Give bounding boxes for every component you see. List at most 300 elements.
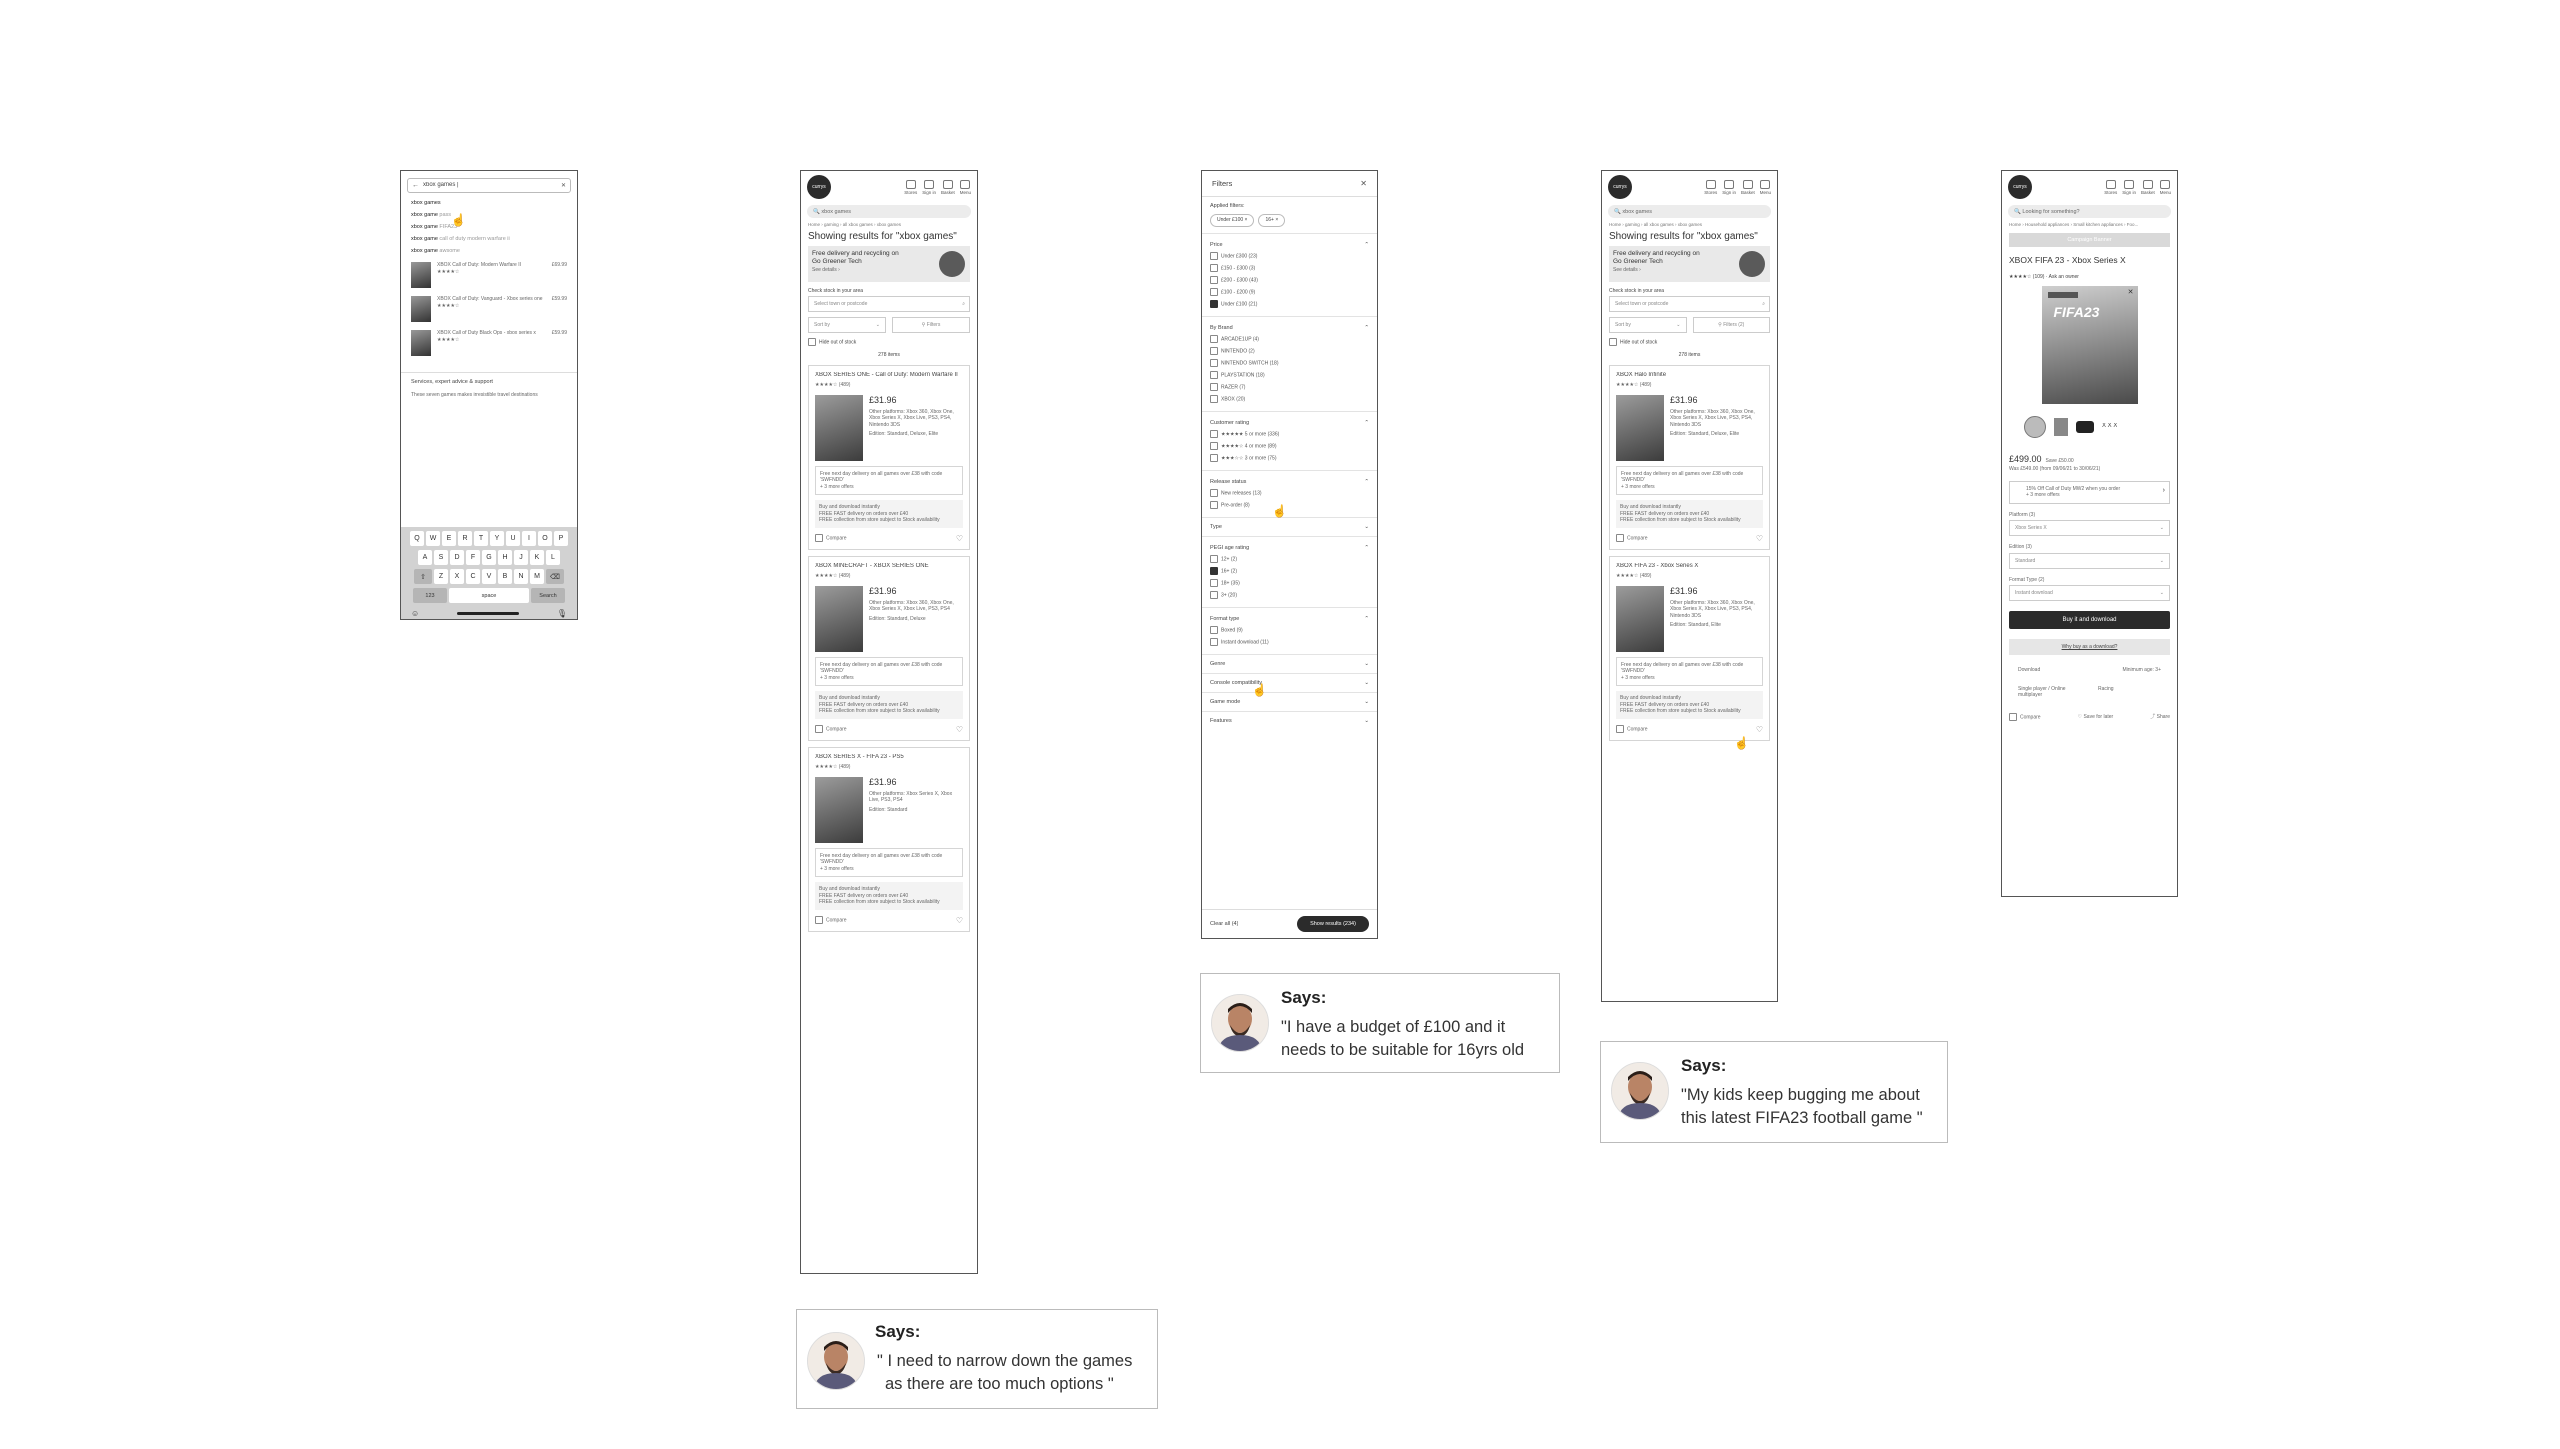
filter-option[interactable] xyxy=(1210,252,1369,260)
checkbox[interactable] xyxy=(815,534,823,542)
filter-section-header[interactable] xyxy=(1210,680,1369,686)
filter-section-header[interactable] xyxy=(1210,616,1369,622)
fulfilment-box xyxy=(1616,691,1763,719)
key[interactable]: F xyxy=(466,550,480,565)
buy-download-text: Buy and download instantly xyxy=(819,504,880,510)
filter-option[interactable] xyxy=(1210,288,1369,296)
fulfilment-box xyxy=(815,500,963,528)
filter-option[interactable] xyxy=(1210,454,1369,462)
product-platforms: Other platforms: Xbox 360, Xbox One, Xbox Series X, Xbox Live, PS3, PS4, Nintendo 3DS xyxy=(1670,408,1755,428)
nav-label: Sign in xyxy=(922,189,936,195)
filter-option-label: Instant download (11) xyxy=(1221,638,1269,645)
checkbox[interactable] xyxy=(1609,338,1617,346)
checkbox[interactable] xyxy=(1210,264,1218,272)
video-thumbnail-icon[interactable] xyxy=(2076,421,2094,433)
more-offers-link[interactable]: + 3 more offers xyxy=(820,674,854,681)
microphone-icon[interactable]: 🎙 xyxy=(556,609,567,618)
hide-out-of-stock[interactable] xyxy=(808,338,970,346)
filter-section-title: Type xyxy=(1210,523,1222,530)
currys-logo[interactable]: currys xyxy=(1608,175,1632,199)
filter-section xyxy=(1202,607,1377,654)
filters-label: Filters (2) xyxy=(1723,322,1745,329)
nav-sign-in[interactable] xyxy=(922,180,936,195)
filter-option-label: £150 - £300 (3) xyxy=(1221,264,1256,271)
filter-option-label: XBOX (20) xyxy=(1221,395,1246,402)
compare-label: Compare xyxy=(826,917,847,924)
search-input[interactable]: 🔍 xbox games xyxy=(1608,205,1771,218)
quote-line-2: this latest FIFA23 football game " xyxy=(1681,1109,1923,1127)
checkbox[interactable] xyxy=(808,338,816,346)
checkbox[interactable] xyxy=(1616,725,1624,733)
edition-select[interactable] xyxy=(2009,553,2170,569)
compare-label: Compare xyxy=(826,535,847,542)
product-name: XBOX Call of Duty Black Ops - xbox series x xyxy=(437,330,536,337)
delivery-offer: Free next day delivery on all games over £38 with code 'SWFNDD' xyxy=(820,852,943,865)
filter-section xyxy=(1202,411,1377,470)
sort-select[interactable] xyxy=(1609,317,1687,333)
filter-option[interactable] xyxy=(1210,359,1369,367)
delivery-offer: Free next day delivery on all games over £38 with code 'SWFNDD' xyxy=(1621,470,1744,483)
compare-checkbox[interactable] xyxy=(815,916,847,924)
compare-checkbox[interactable] xyxy=(815,534,847,542)
checkbox[interactable] xyxy=(2009,713,2017,721)
chevron-down-icon: ⌄ xyxy=(1364,660,1369,667)
product-stars: ★★★★☆ xyxy=(437,302,460,309)
checkbox[interactable] xyxy=(1210,383,1218,391)
heart-icon[interactable]: ♡ xyxy=(1755,533,1763,543)
filter-section-header[interactable] xyxy=(1210,545,1369,551)
fulfilment-box xyxy=(815,882,963,910)
key[interactable]: K xyxy=(530,550,544,565)
key[interactable]: M xyxy=(530,569,544,584)
filter-section-title: By Brand xyxy=(1210,324,1233,331)
filter-option-label: 18+ (35) xyxy=(1221,579,1240,586)
free-fast-delivery: FREE FAST delivery on orders over £40 xyxy=(819,892,909,899)
checkbox[interactable] xyxy=(1210,430,1218,438)
buy-download-text: Buy and download instantly xyxy=(1620,504,1681,510)
suggestion-item[interactable] xyxy=(411,212,567,219)
buy-download-button[interactable]: Buy it and download xyxy=(2009,611,2170,629)
product-title: XBOX FIFA 23 - Xbox Series X xyxy=(2009,255,2126,265)
filter-section-header[interactable] xyxy=(1210,420,1369,426)
backspace-key-icon[interactable]: ⌫ xyxy=(546,569,564,584)
thumbnail[interactable] xyxy=(2024,416,2046,438)
store-icon xyxy=(906,180,916,189)
spec-genre: Racing xyxy=(2098,685,2114,692)
filter-option-label: NINTENDO (2) xyxy=(1221,347,1255,354)
filter-option[interactable] xyxy=(1210,430,1369,438)
checkbox[interactable] xyxy=(1210,276,1218,284)
sort-label: Sort by xyxy=(1615,322,1631,329)
chevron-down-icon: ⌄ xyxy=(1364,717,1369,724)
format-select[interactable] xyxy=(2009,585,2170,601)
breadcrumb[interactable]: Home › gaming › all xbox games › xbox games xyxy=(1609,222,1703,227)
product-price: £31.96 xyxy=(869,776,897,787)
key-space[interactable]: space xyxy=(449,588,529,603)
platform-label: Platform (3) xyxy=(2009,511,2036,518)
key[interactable]: S xyxy=(434,550,448,565)
currys-logo[interactable]: currys xyxy=(2008,175,2032,199)
checkbox[interactable] xyxy=(1210,252,1218,260)
filter-option[interactable] xyxy=(1210,626,1369,634)
applied-tag-price[interactable]: Under £100 × xyxy=(1210,214,1254,226)
filter-section-title: Game mode xyxy=(1210,698,1241,705)
suggestion-bold: xbox game xyxy=(411,247,438,254)
filter-option[interactable] xyxy=(1210,501,1369,509)
spec-age: Minimum age: 3+ xyxy=(2122,667,2161,674)
heart-icon[interactable]: ♡ xyxy=(1755,724,1763,734)
search-input[interactable] xyxy=(407,178,571,193)
compare-checkbox[interactable] xyxy=(1616,534,1648,542)
platform-select[interactable] xyxy=(2009,520,2170,536)
checkbox[interactable] xyxy=(1210,591,1218,599)
more-thumbnails[interactable]: X X X xyxy=(2102,423,2118,430)
product-price: £31.96 xyxy=(1670,585,1698,596)
product-card[interactable] xyxy=(808,556,970,741)
clear-all-link[interactable]: Clear all (4) xyxy=(1210,920,1239,927)
search-input[interactable]: 🔍 Looking for something? xyxy=(2008,205,2171,218)
emoji-icon[interactable]: ☺ xyxy=(411,609,420,618)
menu-icon xyxy=(960,180,970,189)
key-123[interactable]: 123 xyxy=(413,588,447,603)
filter-option-label: ARCADE1UP (4) xyxy=(1221,335,1259,342)
filter-option-label: Pre-order (8) xyxy=(1221,501,1250,508)
suggestion-item[interactable] xyxy=(411,200,567,207)
eco-badge-icon xyxy=(1739,251,1765,277)
product-price: £31.96 xyxy=(869,394,897,405)
filter-section-header[interactable] xyxy=(1210,524,1369,530)
close-icon[interactable]: ✕ xyxy=(2127,288,2134,296)
checkbox[interactable] xyxy=(1210,395,1218,403)
product-title[interactable]: XBOX SERIES X - FIFA 23 - PS5 xyxy=(815,753,904,760)
free-fast-delivery: FREE FAST delivery on orders over £40 xyxy=(1620,510,1710,517)
filter-section-header[interactable] xyxy=(1210,479,1369,485)
price: £499.00 xyxy=(2009,453,2042,464)
show-results-button[interactable]: Show results (234) xyxy=(1297,916,1369,932)
product-title[interactable]: XBOX FIFA 23 - Xbox Series X xyxy=(1616,562,1699,569)
hide-out-of-stock[interactable] xyxy=(1609,338,1770,346)
pointer-cursor-icon: ☝ xyxy=(1272,504,1287,518)
clear-icon[interactable]: ✕ xyxy=(560,183,566,189)
product-title[interactable]: XBOX MINECRAFT - XBOX SERIES ONE xyxy=(815,562,929,569)
filter-option-label: ★★★☆☆ 3 or more (75) xyxy=(1221,454,1277,461)
edition-value: Standard xyxy=(2015,557,2036,564)
filter-section-header[interactable] xyxy=(1210,325,1369,331)
filter-section-header[interactable] xyxy=(1210,718,1369,724)
delivery-offer-box[interactable] xyxy=(1616,466,1763,496)
key[interactable]: W xyxy=(426,531,440,546)
filters-button[interactable] xyxy=(892,317,970,333)
heart-icon[interactable]: ♡ xyxy=(955,724,963,734)
was-price: Was £549.00 (from 09/06/21 to 30/06/21) xyxy=(2009,466,2101,473)
filter-option[interactable] xyxy=(1210,383,1369,391)
key[interactable]: J xyxy=(514,550,528,565)
checkbox[interactable] xyxy=(1210,555,1218,563)
applied-tag-age[interactable]: 16+ × xyxy=(1258,214,1285,226)
support-title: Services, expert advice & support xyxy=(411,379,493,386)
filter-section-title: Features xyxy=(1210,717,1232,724)
quote-line-2: as there are too much options " xyxy=(885,1375,1114,1393)
key[interactable]: R xyxy=(458,531,472,546)
quote-line-1: "My kids keep bugging me about xyxy=(1681,1086,1920,1104)
nav-menu[interactable] xyxy=(2160,180,2171,195)
checkbox[interactable] xyxy=(1616,534,1624,542)
currys-logo[interactable]: currys xyxy=(807,175,831,199)
filter-option-label: NINTENDO SWITCH (18) xyxy=(1221,359,1279,366)
checkbox[interactable] xyxy=(1210,454,1218,462)
key[interactable]: D xyxy=(450,550,464,565)
delivery-offer-box[interactable] xyxy=(1616,657,1763,687)
product-cover-image[interactable] xyxy=(1616,586,1664,652)
product-image[interactable] xyxy=(2042,286,2138,404)
format-tag xyxy=(2048,292,2078,298)
product-cover-image[interactable] xyxy=(815,395,863,461)
filter-option[interactable] xyxy=(1210,579,1369,587)
suggestion-item[interactable] xyxy=(411,248,567,255)
filter-option[interactable] xyxy=(1210,335,1369,343)
checkbox[interactable] xyxy=(1210,567,1218,575)
nav-menu[interactable] xyxy=(960,180,971,195)
product-rating: ★★★★☆ (489) xyxy=(815,764,851,770)
platform-value: Xbox Series X xyxy=(2015,525,2047,532)
checkbox[interactable] xyxy=(815,725,823,733)
filter-section-header[interactable] xyxy=(1210,661,1369,667)
compare-checkbox[interactable] xyxy=(1616,725,1648,733)
search-icon: ⌕ xyxy=(962,301,965,308)
suggestion-item[interactable] xyxy=(411,236,567,243)
product-card[interactable] xyxy=(1609,556,1770,741)
persona-avatar xyxy=(1611,1062,1669,1120)
nav-label: Sign in xyxy=(2122,189,2136,195)
product-card[interactable] xyxy=(1609,365,1770,550)
filter-option[interactable] xyxy=(1210,567,1369,575)
checkbox[interactable] xyxy=(1210,442,1218,450)
nav-sign-in[interactable] xyxy=(2122,180,2136,195)
nav-stores[interactable] xyxy=(904,180,917,195)
product-suggestion-list xyxy=(411,262,567,356)
search-icon: ⌕ xyxy=(1762,301,1765,308)
nav-stores[interactable] xyxy=(2104,180,2117,195)
product-suggestion[interactable] xyxy=(411,296,567,322)
checkbox[interactable] xyxy=(1210,638,1218,646)
key[interactable]: I xyxy=(522,531,536,546)
key[interactable]: B xyxy=(498,569,512,584)
filter-section xyxy=(1202,316,1377,411)
filter-option-label: ★★★★★ 5 or more (336) xyxy=(1221,430,1280,437)
thumbnail[interactable] xyxy=(2054,418,2068,436)
nav-basket[interactable] xyxy=(1741,180,1755,195)
checkbox[interactable] xyxy=(1210,579,1218,587)
filter-option-label: PLAYSTATION (18) xyxy=(1221,371,1265,378)
filter-option-label: New releases (13) xyxy=(1221,489,1262,496)
filter-section xyxy=(1202,711,1377,730)
back-arrow-icon[interactable]: ← xyxy=(412,182,419,189)
user-icon xyxy=(1724,180,1734,189)
promo-banner[interactable] xyxy=(1609,246,1770,282)
promo-line-2: Go Greener Tech xyxy=(1613,258,1663,266)
delivery-offer-box[interactable] xyxy=(815,466,963,496)
filter-option[interactable] xyxy=(1210,395,1369,403)
checkbox[interactable] xyxy=(1210,300,1218,308)
key[interactable]: L xyxy=(546,550,560,565)
product-name: XBOX Call of Duty: Vanguard - Xbox series one xyxy=(437,296,543,303)
basket-icon xyxy=(943,180,953,189)
offer-line-2[interactable]: + 3 more offers xyxy=(2026,492,2060,499)
key-search[interactable]: Search xyxy=(531,588,565,603)
search-input[interactable]: 🔍 xbox games xyxy=(807,205,971,218)
breadcrumb[interactable]: Home › Household appliances › Small kitchen appliances › Foo... xyxy=(2009,222,2139,227)
delivery-offer-box[interactable] xyxy=(815,848,963,878)
offer-box[interactable] xyxy=(2009,481,2170,504)
key[interactable]: A xyxy=(418,550,432,565)
product-card[interactable] xyxy=(808,365,970,550)
key[interactable]: O xyxy=(538,531,552,546)
product-stars: ★★★★☆ xyxy=(437,336,460,343)
key[interactable]: P xyxy=(554,531,568,546)
product-suggestion[interactable] xyxy=(411,262,567,288)
chevron-down-icon: ⌄ xyxy=(1364,523,1369,530)
product-price: £59.99 xyxy=(551,296,567,303)
fulfilment-box xyxy=(815,691,963,719)
save-amount: Save £50.00 xyxy=(2045,457,2074,464)
product-card[interactable] xyxy=(808,747,970,932)
more-offers-link[interactable]: + 3 more offers xyxy=(820,483,854,490)
filter-option[interactable] xyxy=(1210,591,1369,599)
key[interactable]: V xyxy=(482,569,496,584)
checkbox[interactable] xyxy=(1210,347,1218,355)
key[interactable]: G xyxy=(482,550,496,565)
filter-section-title: Genre xyxy=(1210,660,1226,667)
product-title[interactable]: XBOX Halo Infinite xyxy=(1616,371,1667,378)
filter-option[interactable] xyxy=(1210,442,1369,450)
why-download-link[interactable]: Why buy as a download? xyxy=(2009,639,2170,655)
checkbox[interactable] xyxy=(1210,489,1218,497)
promo-banner[interactable] xyxy=(808,246,970,282)
filter-option[interactable] xyxy=(1210,489,1369,497)
breadcrumb[interactable]: Home › gaming › all xbox games › xbox games xyxy=(808,222,902,227)
filter-section-header[interactable] xyxy=(1210,242,1369,248)
format-value: Instant download xyxy=(2015,590,2053,597)
key[interactable]: T xyxy=(474,531,488,546)
suggestion-bold: xbox games xyxy=(411,200,441,206)
filter-option[interactable] xyxy=(1210,555,1369,563)
more-offers-link[interactable]: + 3 more offers xyxy=(1621,483,1655,490)
filter-option[interactable] xyxy=(1210,276,1369,284)
heart-icon[interactable]: ♡ xyxy=(955,915,963,925)
product-rating: ★★★★☆ (489) xyxy=(815,382,851,388)
product-thumbnail xyxy=(411,262,431,288)
heart-icon[interactable]: ♡ xyxy=(955,533,963,543)
filter-option-label: RAZER (7) xyxy=(1221,383,1246,390)
product-suggestion[interactable] xyxy=(411,330,567,356)
chevron-down-icon: ⌄ xyxy=(875,322,880,329)
promo-link[interactable]: See details › xyxy=(812,266,840,273)
product-cover-image[interactable] xyxy=(1616,395,1664,461)
checkbox[interactable] xyxy=(1210,288,1218,296)
checkbox[interactable] xyxy=(815,916,823,924)
sort-select[interactable] xyxy=(808,317,886,333)
key[interactable]: E xyxy=(442,531,456,546)
delivery-offer-box[interactable] xyxy=(815,657,963,687)
nav-menu[interactable] xyxy=(1760,180,1771,195)
nav-label: Menu xyxy=(959,189,971,195)
key[interactable]: U xyxy=(506,531,520,546)
key[interactable]: C xyxy=(466,569,480,584)
key[interactable]: X xyxy=(450,569,464,584)
product-cover-image[interactable] xyxy=(815,777,863,843)
frame-filters xyxy=(1201,170,1378,939)
checkbox[interactable] xyxy=(1210,501,1218,509)
key[interactable]: Q xyxy=(410,531,424,546)
nav-basket[interactable] xyxy=(2141,180,2155,195)
says-label: Says: xyxy=(1681,1056,1727,1075)
nav-label: Menu xyxy=(2159,189,2171,195)
filter-option[interactable] xyxy=(1210,347,1369,355)
save-for-later-button[interactable] xyxy=(2078,714,2114,721)
stock-label: Check stock in your area xyxy=(1609,288,1665,294)
product-rating[interactable]: ★★★★☆ (109) · Ask an owner xyxy=(2009,273,2079,280)
product-cover-image[interactable] xyxy=(815,586,863,652)
free-collection: FREE collection from store subject to Stock availability xyxy=(1620,708,1741,714)
checkbox[interactable] xyxy=(1210,626,1218,634)
product-title[interactable]: XBOX SERIES ONE - Call of Duty: Modern Warfare II xyxy=(815,371,958,378)
chevron-down-icon: ⌄ xyxy=(2159,590,2164,597)
promo-link[interactable]: See details › xyxy=(1613,266,1641,273)
close-icon[interactable]: ✕ xyxy=(1360,179,1367,188)
persona-quote-1 xyxy=(796,1309,1158,1409)
product-platforms: Other platforms: Xbox 360, Xbox One, Xbox Series X, Xbox Live, PS3, PS4 xyxy=(869,599,954,612)
key[interactable]: N xyxy=(514,569,528,584)
campaign-banner[interactable]: Campaign Banner xyxy=(2009,233,2170,247)
filter-option-label: 3+ (20) xyxy=(1221,591,1237,598)
checkbox[interactable] xyxy=(1210,359,1218,367)
nav-sign-in[interactable] xyxy=(1722,180,1736,195)
checkbox[interactable] xyxy=(1210,335,1218,343)
filter-section-header[interactable] xyxy=(1210,699,1369,705)
checkbox[interactable] xyxy=(1210,371,1218,379)
compare-label: Compare xyxy=(1627,535,1648,542)
product-stars: ★★★★☆ xyxy=(437,268,460,275)
share-button[interactable] xyxy=(2150,714,2170,721)
search-input-value: xbox games xyxy=(821,208,852,215)
compare-checkbox[interactable] xyxy=(2009,713,2041,721)
filter-option[interactable] xyxy=(1210,638,1369,646)
shift-key-icon[interactable]: ⇧ xyxy=(414,569,432,584)
filter-option-label: ★★★★☆ 4 or more (89) xyxy=(1221,442,1277,449)
product-name: XBOX Call of Duty: Modern Warfare II xyxy=(437,262,522,269)
filters-button[interactable] xyxy=(1693,317,1771,333)
offer-line-1: 15% Off Call of Duty MW2 when you order xyxy=(2026,485,2121,492)
stock-label: Check stock in your area xyxy=(808,288,864,294)
suggestion-rest: awsome xyxy=(437,247,460,254)
postcode-input[interactable] xyxy=(808,296,970,312)
filter-option[interactable] xyxy=(1210,264,1369,272)
more-offers-link[interactable]: + 3 more offers xyxy=(820,865,854,872)
chevron-down-icon: ⌄ xyxy=(1364,679,1369,686)
key[interactable]: H xyxy=(498,550,512,565)
nav-basket[interactable] xyxy=(941,180,955,195)
nav-stores[interactable] xyxy=(1704,180,1717,195)
filter-option[interactable] xyxy=(1210,371,1369,379)
site-header xyxy=(801,171,977,203)
key[interactable]: Y xyxy=(490,531,504,546)
key[interactable]: Z xyxy=(434,569,448,584)
postcode-input[interactable] xyxy=(1609,296,1770,312)
filter-option[interactable] xyxy=(1210,300,1369,308)
compare-checkbox[interactable] xyxy=(815,725,847,733)
suggestion-item[interactable] xyxy=(411,224,567,231)
more-offers-link[interactable]: + 3 more offers xyxy=(1621,674,1655,681)
